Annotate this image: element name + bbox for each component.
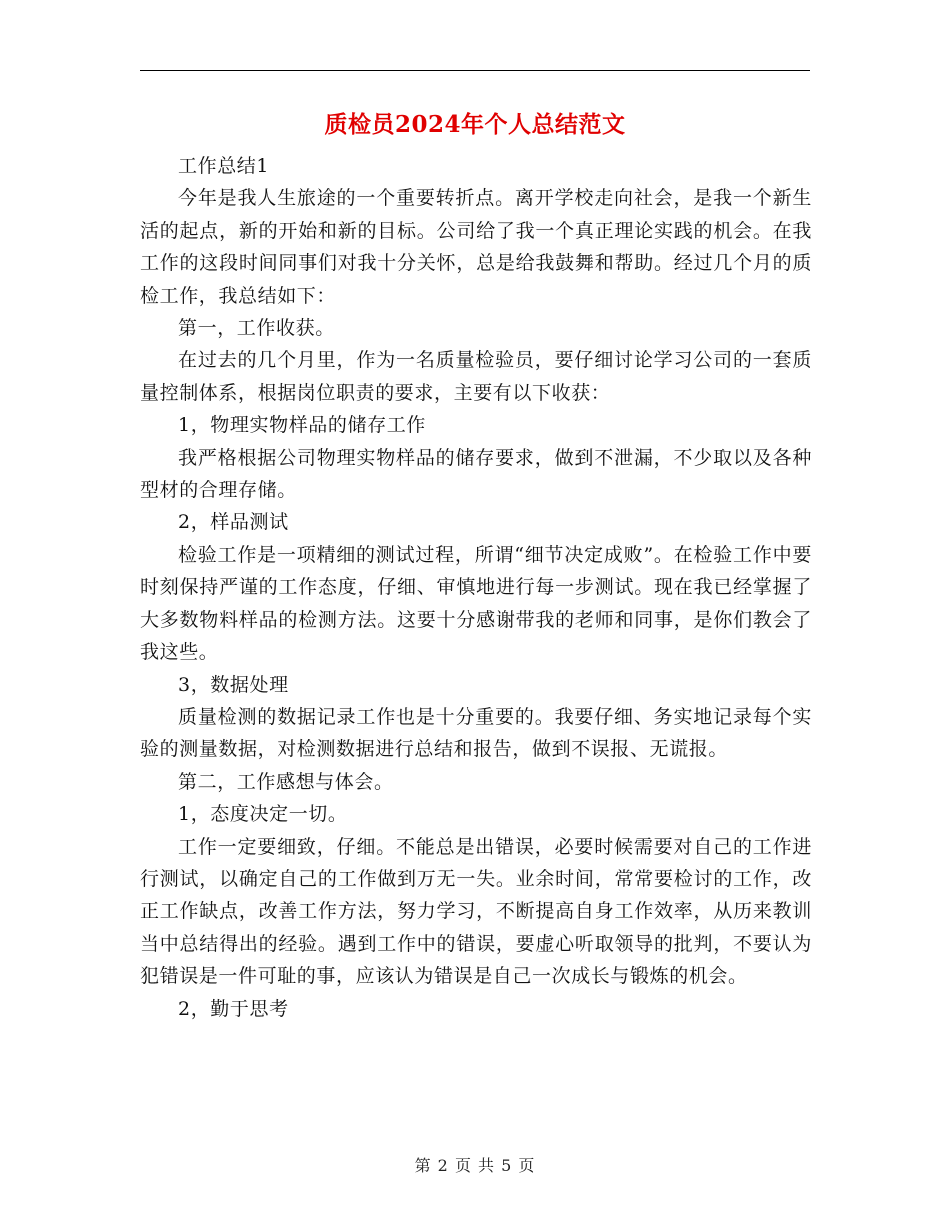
paragraph-item-storage: 1，物理实物样品的储存工作 bbox=[178, 414, 426, 437]
paragraph-heading-gains: 第一，工作收获。 bbox=[178, 317, 335, 340]
document-title: 质检员2024年个人总结范文 bbox=[324, 111, 626, 138]
paragraph-intro: 今年是我人生旅途的一个重要转折点。离开学校走向社会，是我一个新生活的起点，新的开始和新的目标。公司给了我一个真正理论实践的机会。在我工作的这段时间同事们对我十分关怀，总是给我鼓舞和帮助。经过几个月的质检工作，我总结如下： bbox=[140, 187, 812, 307]
paragraph-heading-reflections: 第二，工作感想与体会。 bbox=[178, 770, 394, 793]
page-number: 第 2 页 共 5 页 bbox=[414, 1156, 536, 1175]
paragraph-item-testing: 2，样品测试 bbox=[178, 511, 289, 534]
document-body bbox=[140, 150, 812, 1025]
paragraph-item-attitude: 1，态度决定一切。 bbox=[178, 803, 348, 826]
paragraph-storage-body: 我严格根据公司物理实物样品的储存要求，做到不泄漏，不少取以及各种型材的合理存储。 bbox=[140, 446, 812, 502]
paragraph-testing-body: 检验工作是一项精细的测试过程，所谓“细节决定成败”。在检验工作中要时刻保持严谨的工作态度，仔细、审慎地进行每一步测试。现在我已经掌握了大多数物料样品的检测方法。这要十分感谢带我的老师和同事，是你们教会了我这些。 bbox=[140, 543, 812, 664]
paragraph-section-heading: 工作总结1 bbox=[178, 155, 270, 177]
paragraph-item-thinking: 2，勤于思考 bbox=[178, 997, 289, 1020]
paragraph-gains-intro: 在过去的几个月里，作为一名质量检验员，要仔细讨论学习公司的一套质量控制体系，根据岗位职责的要求，主要有以下收获： bbox=[140, 349, 812, 404]
header-rule bbox=[140, 70, 810, 71]
paragraph-data-body: 质量检测的数据记录工作也是十分重要的。我要仔细、务实地记录每个实验的测量数据，对检测数据进行总结和报告，做到不误报、无谎报。 bbox=[140, 705, 812, 761]
paragraph-item-data: 3，数据处理 bbox=[178, 673, 289, 696]
paragraph-attitude-body: 工作一定要细致，仔细。不能总是出错误，必要时候需要对自己的工作进行测试，以确定自己的工作做到万无一失。业余时间，常常要检讨的工作，改正工作缺点，改善工作方法，努力学习，不断提高自身工作效率，从历来教训当中总结得出的经验。遇到工作中的错误，要虚心听取领导的批判，不要认为犯错误是一件可耻的事，应该认为错误是自己一次成长与锻炼的机会。 bbox=[140, 835, 812, 988]
